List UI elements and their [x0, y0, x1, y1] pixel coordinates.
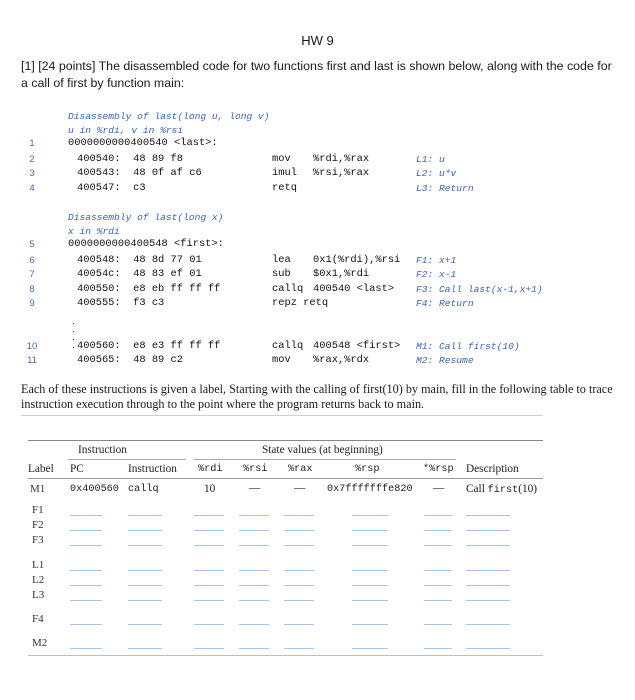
code-mnemonic: mov [272, 153, 291, 165]
answer-blank[interactable] [424, 545, 452, 546]
answer-blank[interactable] [466, 585, 510, 586]
answer-blank[interactable] [194, 648, 224, 649]
row-m1-label: M1 [30, 483, 46, 495]
code-operands: 0x1(%rdi),%rsi [313, 254, 401, 266]
code-mnemonic: repz retq [272, 297, 329, 309]
line-number: 10 [26, 341, 38, 352]
header-rule [28, 478, 543, 479]
code-comment: L1: u [416, 154, 445, 165]
function-header: 0000000000400548 <first>: [68, 238, 224, 250]
last-caption-signature: Disassembly of last(long u, long v) [68, 111, 270, 122]
answer-blank[interactable] [466, 570, 510, 571]
code-address-bytes: 400560: e8 e3 ff ff ff [77, 340, 221, 352]
last-caption-registers: u in %rdi, v in %rsi [68, 125, 184, 136]
group-rule-instruction [68, 459, 186, 460]
line-number: 8 [29, 284, 35, 295]
table-bottom-rule [28, 655, 543, 656]
answer-blank[interactable] [239, 515, 269, 516]
code-address-bytes: 40054c: 48 83 ef 01 [77, 268, 202, 280]
line-number: 7 [29, 269, 35, 280]
code-comment: F2: x-1 [416, 269, 457, 280]
table-top-rule [28, 440, 543, 441]
answer-blank[interactable] [352, 585, 388, 586]
answer-blank[interactable] [284, 624, 314, 625]
code-address-bytes: 400555: f3 c3 [77, 297, 165, 309]
answer-blank[interactable] [352, 530, 388, 531]
answer-blank[interactable] [466, 515, 510, 516]
answer-blank[interactable] [239, 530, 269, 531]
line-number: 5 [29, 239, 35, 250]
row-label-f2: F2 [32, 519, 44, 531]
code-mnemonic: sub [272, 268, 291, 280]
answer-blank[interactable] [128, 585, 162, 586]
code-comment: L2: u*v [416, 168, 457, 179]
line-number: 6 [29, 255, 35, 266]
code-mnemonic: mov [272, 354, 291, 366]
row-m1-rsi: — [249, 482, 261, 494]
row-label-f1: F1 [32, 504, 44, 516]
answer-blank[interactable] [352, 545, 388, 546]
col-rsi: %rsi [243, 464, 268, 475]
answer-blank[interactable] [466, 530, 510, 531]
row-m1-pc: 0x400560 [70, 484, 119, 495]
row-label-l2: L2 [32, 574, 45, 586]
answer-blank[interactable] [466, 600, 510, 601]
code-comment: F3: Call last(x-1,x+1) [416, 284, 543, 295]
answer-blank[interactable] [352, 570, 388, 571]
line-number: 1 [29, 138, 35, 149]
code-comment: F1: x+1 [416, 255, 457, 266]
row-label-l3: L3 [32, 589, 45, 601]
answer-blank[interactable] [284, 570, 314, 571]
answer-blank[interactable] [424, 624, 452, 625]
table-instructions: Each of these instructions is given a label, Starting with the calling of first(10) by main, fill in the following table to trace instruction execution through to the point where the program returns back to main. [21, 382, 613, 411]
answer-blank[interactable] [352, 600, 388, 601]
answer-blank[interactable] [424, 585, 452, 586]
answer-blank[interactable] [128, 648, 162, 649]
row-m1-rdi: 10 [204, 483, 216, 495]
page-title: HW 9 [301, 33, 334, 48]
answer-blank[interactable] [424, 570, 452, 571]
group-header-state: State values (at beginning) [262, 444, 383, 456]
line-number: 9 [29, 298, 35, 309]
answer-blank[interactable] [70, 600, 102, 601]
answer-blank[interactable] [70, 570, 102, 571]
answer-blank[interactable] [284, 515, 314, 516]
code-comment: M1: Call first(10) [416, 341, 520, 352]
answer-blank[interactable] [352, 648, 388, 649]
answer-blank[interactable] [70, 530, 102, 531]
row-label-f4: F4 [32, 613, 44, 625]
divider [21, 415, 543, 416]
answer-blank[interactable] [70, 515, 102, 516]
answer-blank[interactable] [284, 648, 314, 649]
answer-blank[interactable] [128, 545, 162, 546]
code-address-bytes: 400543: 48 0f af c6 [77, 167, 202, 179]
row-m1-rsp: 0x7fffffffe820 [327, 484, 413, 495]
group-header-instruction: Instruction [78, 444, 127, 456]
answer-blank[interactable] [424, 600, 452, 601]
answer-blank[interactable] [284, 585, 314, 586]
code-address-bytes: 400540: 48 89 f8 [77, 153, 184, 165]
code-operands: %rdi,%rax [313, 153, 370, 165]
row-m1-rax: — [294, 482, 306, 494]
code-comment: F4: Return [416, 298, 474, 309]
row-m1-instruction: callq [128, 484, 159, 495]
code-comment: L3: Return [416, 183, 474, 194]
answer-blank[interactable] [239, 545, 269, 546]
ellipsis-vertical: . . . . [72, 316, 75, 351]
answer-blank[interactable] [70, 545, 102, 546]
answer-blank[interactable] [70, 648, 102, 649]
answer-blank[interactable] [284, 530, 314, 531]
col-star-rsp: *%rsp [423, 464, 454, 475]
line-number: 2 [29, 154, 35, 165]
group-rule-state [194, 459, 456, 460]
answer-blank[interactable] [424, 648, 452, 649]
line-number: 3 [29, 168, 35, 179]
answer-blank[interactable] [239, 648, 269, 649]
answer-blank[interactable] [194, 624, 224, 625]
code-address-bytes: 400565: 48 89 c2 [77, 354, 184, 366]
code-operands: %rsi,%rax [313, 167, 370, 179]
col-label: Label [28, 463, 54, 475]
answer-blank[interactable] [194, 585, 224, 586]
answer-blank[interactable] [128, 515, 162, 516]
line-number: 11 [27, 355, 37, 366]
col-pc: PC [70, 463, 84, 475]
code-mnemonic: callq [272, 340, 304, 352]
answer-blank[interactable] [284, 545, 314, 546]
problem-statement: [1] [24 points] The disassembled code for two functions first and last is shown below, along with the code for a call of first by function main: [21, 59, 612, 90]
line-number: 4 [29, 183, 35, 194]
answer-blank[interactable] [194, 570, 224, 571]
row-label-l1: L1 [32, 559, 45, 571]
answer-blank[interactable] [352, 624, 388, 625]
answer-blank[interactable] [239, 570, 269, 571]
answer-blank[interactable] [194, 515, 224, 516]
code-operands: $0x1,%rdi [313, 268, 370, 280]
answer-blank[interactable] [239, 585, 269, 586]
answer-blank[interactable] [239, 600, 269, 601]
col-rax: %rax [288, 464, 313, 475]
answer-blank[interactable] [466, 648, 510, 649]
answer-blank[interactable] [424, 515, 452, 516]
answer-blank[interactable] [239, 624, 269, 625]
answer-blank[interactable] [424, 530, 452, 531]
first-caption-signature: Disassembly of last(long x) [68, 212, 224, 223]
col-description: Description [466, 463, 519, 475]
code-mnemonic: lea [272, 254, 291, 266]
answer-blank[interactable] [128, 530, 162, 531]
code-comment: M2: Resume [416, 355, 474, 366]
answer-blank[interactable] [352, 515, 388, 516]
answer-blank[interactable] [194, 530, 224, 531]
answer-blank[interactable] [128, 570, 162, 571]
code-operands: 400548 <first> [313, 340, 401, 352]
answer-blank[interactable] [70, 585, 102, 586]
first-caption-registers: x in %rdi [68, 226, 120, 237]
answer-blank[interactable] [466, 624, 510, 625]
answer-blank[interactable] [70, 624, 102, 625]
code-mnemonic: callq [272, 283, 304, 295]
code-mnemonic: retq [272, 182, 297, 194]
answer-blank[interactable] [194, 600, 224, 601]
row-m1-star-rsp: — [433, 482, 445, 494]
answer-blank[interactable] [128, 600, 162, 601]
code-operands: %rax,%rdx [313, 354, 370, 366]
code-mnemonic: imul [272, 167, 297, 179]
col-instruction: Instruction [128, 463, 177, 475]
row-label-m2: M2 [32, 637, 48, 649]
code-address-bytes: 400550: e8 eb ff ff ff [77, 283, 221, 295]
function-header: 0000000000400540 <last>: [68, 137, 218, 149]
code-operands: 400540 <last> [313, 283, 395, 295]
row-label-f3: F3 [32, 534, 44, 546]
answer-blank[interactable] [128, 624, 162, 625]
col-rdi: %rdi [198, 464, 223, 475]
answer-blank[interactable] [194, 545, 224, 546]
col-rsp: %rsp [355, 464, 380, 475]
code-address-bytes: 400547: c3 [77, 182, 146, 194]
code-address-bytes: 400548: 48 8d 77 01 [77, 254, 202, 266]
answer-blank[interactable] [466, 545, 510, 546]
answer-blank[interactable] [284, 600, 314, 601]
row-m1-description: Call first(10) [466, 483, 538, 496]
